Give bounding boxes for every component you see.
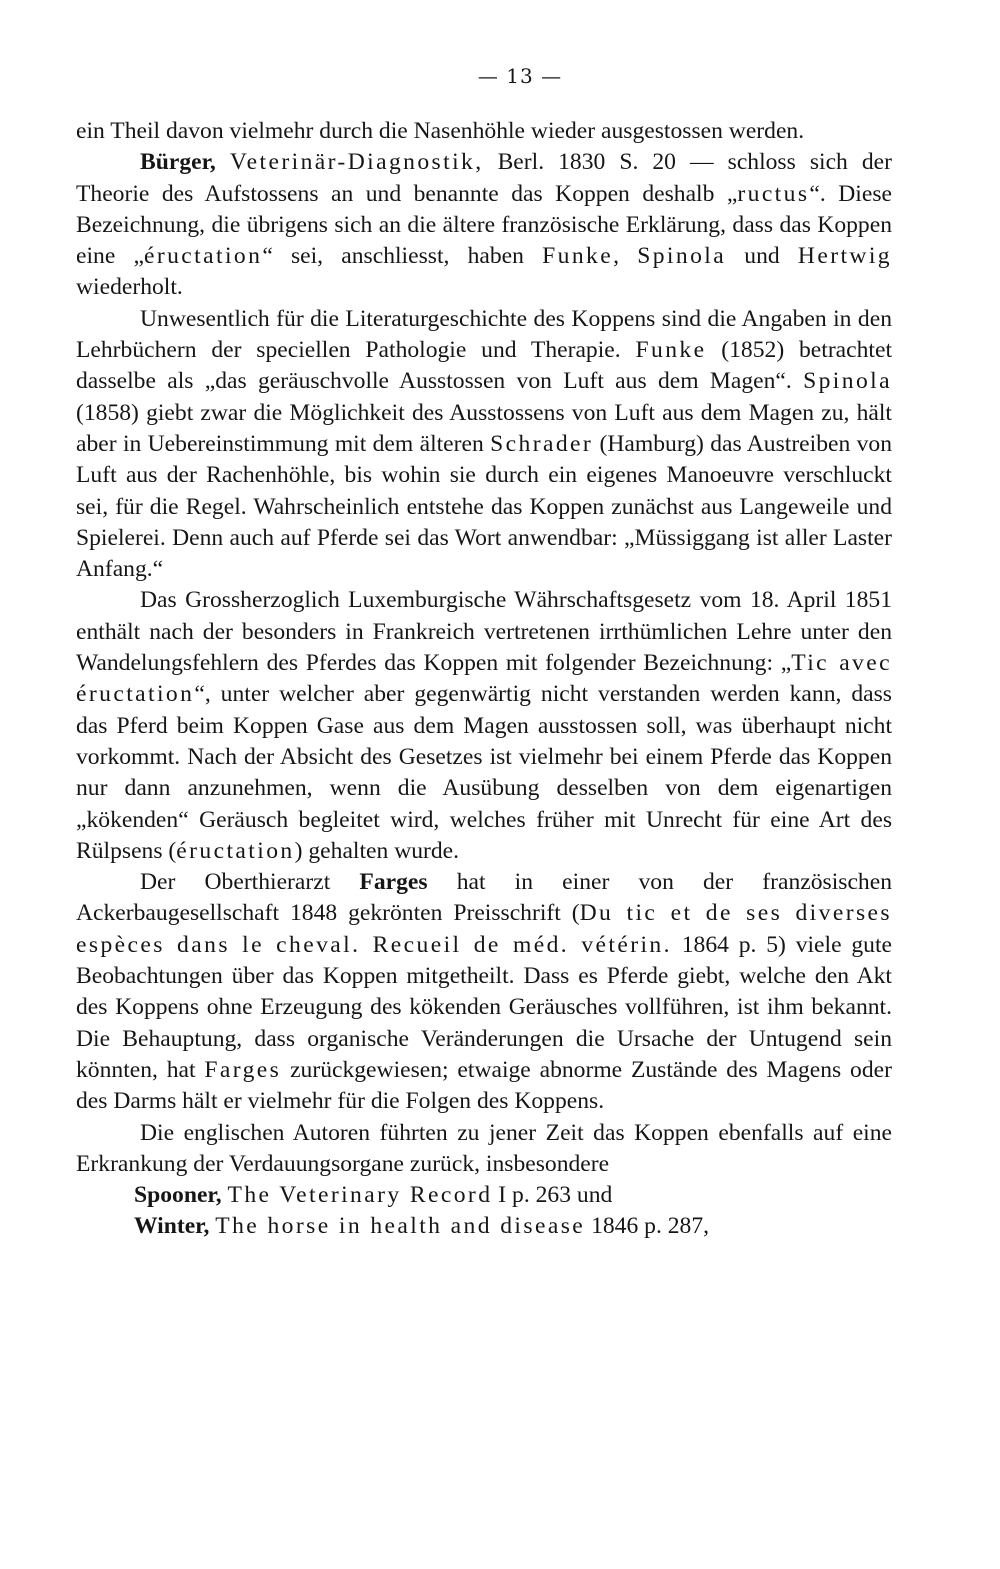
bold-name: Farges xyxy=(359,869,428,896)
spaced-text: Farges xyxy=(204,1056,282,1083)
paragraph xyxy=(76,1118,892,1181)
spaced-text: Funke xyxy=(635,337,707,364)
paragraph xyxy=(134,1180,892,1211)
paragraph xyxy=(76,116,892,147)
text-run: (1852) betrachtet dasselbe als „das geräuschvolle Ausstossen von Luft aus dem Magen“. xyxy=(76,337,892,395)
text-run: ) gehalten wurde. xyxy=(294,837,460,864)
text-run: (Hamburg) das Austreiben von Luft aus der Rachenhöhle, bis wohin sie durch ein eigenes Manoeuvre verschluckt sei, für die Regel. Wahrscheinlich entstehe das Koppen zunächst aus Langeweile und Spielerei. Denn auch auf Pferde sei das Wort anwendbar: „Müssiggang ist aller Laster Anfang.“ xyxy=(76,430,892,583)
spaced-text: ructus xyxy=(737,180,810,207)
text-run: wiederholt. xyxy=(76,274,183,301)
text-run: 1864 p. 5) viele gute Beobachtungen über das Koppen mitgetheilt. Dass es Pferde giebt, welche den Akt des Koppens ohne Erzeugung des kökenden Geräusches vollführen, ist ihm bekannt. Die Behauptung, dass organische Veränderungen die Ursache der Untugend sein könnten, hat xyxy=(76,931,892,1083)
text-run: Unwesentlich für die Literaturgeschichte des Koppens sind die Angaben in den Lehrbüchern der speciellen Pathologie und Therapie. xyxy=(76,305,892,364)
spaced-text: Du tic et de ses diverses espèces dans le cheval. Recueil de méd. vétérin. xyxy=(76,900,893,958)
spaced-text: Veterinär-Diagnostik, xyxy=(229,149,484,176)
text-run: “. Diese Bezeichnung, die übrigens sich an die ältere französische Erklärung, dass das Koppen eine „ xyxy=(76,180,892,270)
text-run: hat in einer von der französischen Ackerbaugesellschaft 1848 gekrönten Preisschrift ( xyxy=(76,869,892,927)
page-number: — 13 — xyxy=(477,64,563,88)
bold-name: Winter, xyxy=(134,1213,210,1240)
spaced-text: Spinola xyxy=(637,243,727,270)
body-text xyxy=(76,116,892,1243)
spaced-text: Tic avec éructation xyxy=(76,650,893,708)
paragraph xyxy=(76,147,892,303)
spaced-text: Schrader xyxy=(490,430,594,457)
spaced-text: Funke xyxy=(542,243,614,270)
bold-name: Spooner, xyxy=(134,1182,222,1209)
text-run: I p. 263 und xyxy=(492,1182,613,1209)
text-run: Der Oberthierarzt xyxy=(140,869,360,896)
spaced-text: The Veterinary Record xyxy=(227,1182,493,1209)
text-run xyxy=(216,149,230,175)
text-run: “, unter welcher aber gegenwärtig nicht verstanden werden kann, dass das Pferd beim Koppen Gase aus dem Magen ausstossen soll, was überhaupt nicht vorkommt. Nach der Absicht des Gesetzes ist vielmehr bei einem Pferde das Koppen nur dann anzunehmen, wenn die Ausübung desselben von dem eigenartigen „kökenden“ Geräusch begleitet wird, welches früher mit Unrecht für eine Art des Rülpsens ( xyxy=(76,681,892,864)
text-run: und xyxy=(726,243,798,270)
text-run: , xyxy=(613,243,638,270)
text-run: Das Grossherzoglich Luxemburgische Währschaftsgesetz vom 18. April 1851 enthält nach der besonders in Frankreich vertretenen irrthümlichen Lehre unter den Wandelungsfehlern des Pferdes das Koppen mit folgender Bezeichnung: „ xyxy=(76,587,892,677)
spaced-text: Hertwig xyxy=(797,243,893,270)
paragraph xyxy=(134,1211,892,1242)
text-run: 1846 p. 287, xyxy=(585,1213,710,1240)
paragraph xyxy=(76,585,892,867)
paragraph xyxy=(76,867,892,1117)
text-run: “ sei, anschliesst, haben xyxy=(262,243,543,270)
text-run: (1858) giebt zwar die Möglichkeit des Ausstossens von Luft aus dem Magen zu, hält aber in Uebereinstimmung mit dem älteren xyxy=(76,399,892,457)
text-run: Berl. 1830 S. 20 — schloss sich der Theorie des Aufstossens an und benannte das Koppen deshalb „ xyxy=(76,149,892,207)
spaced-text: éructation xyxy=(176,837,295,864)
text-run: Die englischen Autoren führten zu jener Zeit das Koppen ebenfalls auf eine Erkrankung der Verdauungsorgane zurück, insbesondere xyxy=(76,1119,892,1177)
bold-name: Bürger, xyxy=(140,149,216,176)
spaced-text: Spinola xyxy=(803,368,892,395)
paragraph xyxy=(76,304,892,586)
spaced-text: éructation xyxy=(143,243,263,270)
text-run: ein Theil davon vielmehr durch die Nasenhöhle wieder ausgestossen werden. xyxy=(76,118,805,144)
spaced-text: The horse in health and disease xyxy=(215,1213,586,1240)
text-run: zurückgewiesen; etwaige abnorme Zustände des Magens oder des Darms hält er vielmehr für die Folgen des Koppens. xyxy=(76,1056,892,1115)
